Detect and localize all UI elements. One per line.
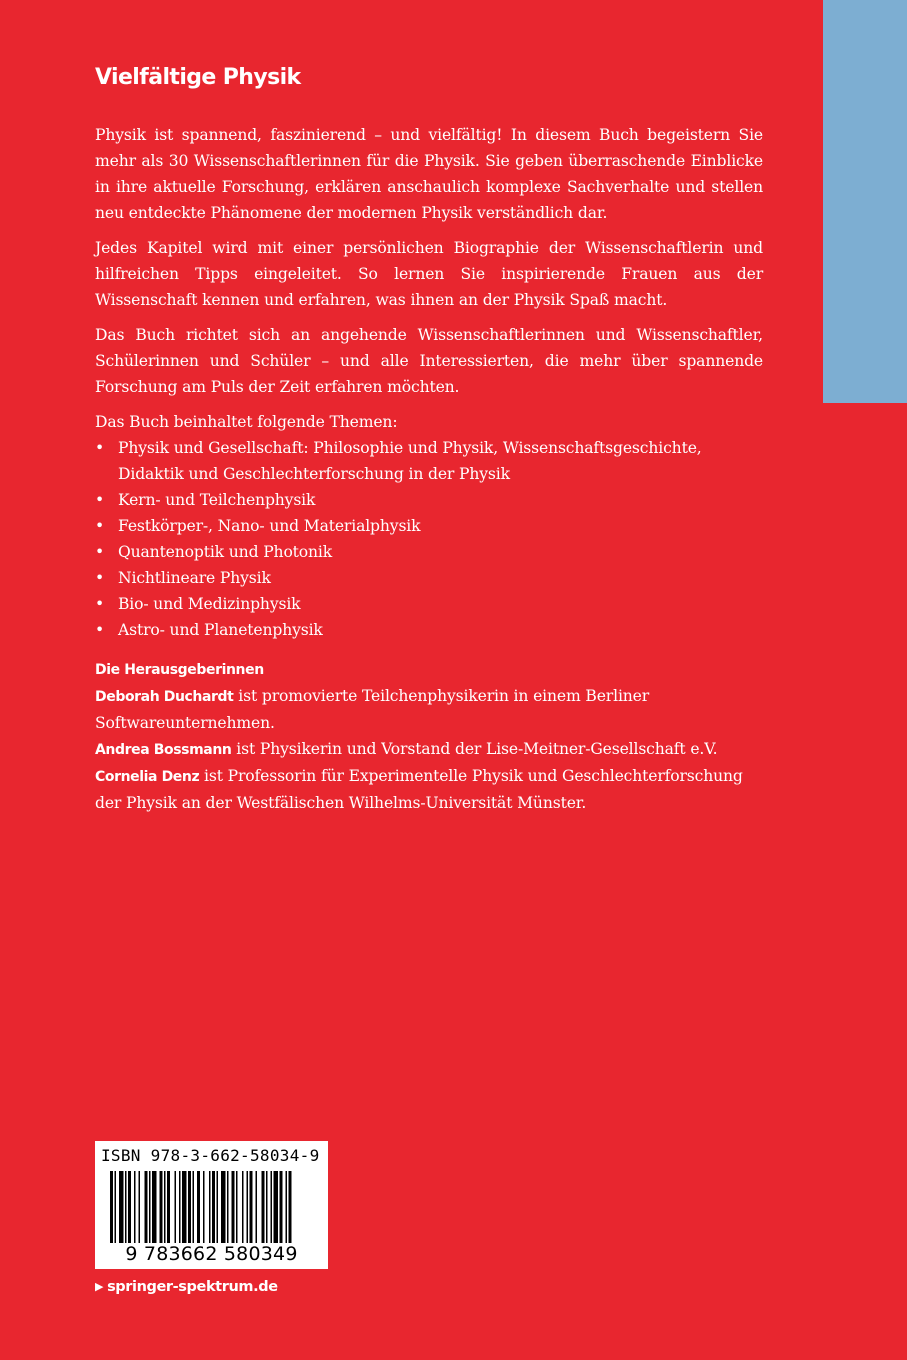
barcode-bar	[125, 1171, 127, 1243]
editor-description: ist promovierte Teilchenphysikerin in einem Berliner Softwareunternehmen.	[95, 687, 650, 732]
barcode-bar	[247, 1171, 249, 1243]
barcode-bar	[227, 1171, 229, 1243]
barcode-bar	[167, 1171, 170, 1243]
barcode-bar	[209, 1171, 211, 1243]
barcode-bar	[145, 1171, 148, 1243]
barcode-bar	[242, 1171, 244, 1243]
editor-description: ist Professorin für Experimentelle Physik und Geschlechterforschung der Physik an der Westfälischen Wilhelms-Universität Münster.	[95, 767, 743, 812]
isbn-barcode	[95, 1141, 328, 1269]
barcode-bar	[139, 1171, 141, 1243]
editor-name: Andrea Bossmann	[95, 742, 232, 758]
barcode-bar	[262, 1171, 265, 1243]
audience-paragraph: Das Buch richtet sich an angehende Wissenschaftlerinnen und Wissenschaftler, Schülerinnen und Schüler – und alle Interessierten, die mehr über spannende Forschung am Puls der Zeit erfahren möchten.	[95, 326, 763, 396]
editor-entry	[95, 736, 763, 763]
cover-text	[95, 60, 763, 816]
barcode-bar	[280, 1171, 283, 1243]
barcode-bar	[160, 1171, 163, 1243]
editor-entry	[95, 763, 763, 816]
barcode-bar	[250, 1171, 253, 1243]
barcode-bar	[115, 1171, 117, 1243]
publisher-link[interactable]	[95, 1276, 278, 1298]
intro-paragraph: Physik ist spannend, faszinierend – und vielfältig! In diesem Buch begeistern Sie mehr als 30 Wissenschaftlerinnen für die Physik. Sie geben überraschende Einblicke in ihre aktuelle Forschung, erklären anschaulich komplexe Sachverhalte und stellen neu entdeckte Phänomene der modernen Physik verständlich dar.	[95, 126, 763, 222]
barcode-bar	[236, 1171, 238, 1243]
editor-name: Deborah Duchardt	[95, 689, 234, 705]
editor-description: ist Physikerin und Vorstand der Lise-Meitner-Gesellschaft e.V.	[231, 740, 718, 758]
barcode-bars	[110, 1171, 313, 1243]
editor-entry	[95, 683, 763, 736]
publisher-url: springer-spektrum.de	[107, 1279, 278, 1295]
topic-item: • Astro- und Planetenphysik	[95, 617, 763, 643]
barcode-bar	[271, 1171, 273, 1243]
barcode-bar	[197, 1171, 200, 1243]
topic-item: • Quantenoptik und Photonik	[95, 539, 763, 565]
barcode-bar	[274, 1171, 279, 1243]
editors-heading: Die Herausgeberinnen	[95, 662, 264, 678]
barcode-bar	[256, 1171, 258, 1243]
barcode-bar	[286, 1171, 288, 1243]
barcode-bar	[110, 1171, 113, 1243]
topic-item: • Kern- und Teilchenphysik	[95, 487, 763, 513]
barcode-bar	[232, 1171, 235, 1243]
barcode-bar	[221, 1171, 226, 1243]
barcode-bar	[217, 1171, 219, 1243]
barcode-bar	[266, 1171, 268, 1243]
barcode-bar	[179, 1171, 181, 1243]
chapter-paragraph: Jedes Kapitel wird mit einer persönlichen Biographie der Wissenschaftlerin und hilfreichen Tipps eingeleitet. So lernen Sie inspirierende Frauen aus der Wissenschaft kennen und erfahren, was ihnen an der Physik Spaß macht.	[95, 239, 763, 309]
barcode-bar	[188, 1171, 191, 1243]
cover-heading: Vielfältige Physik	[95, 65, 301, 90]
topics-intro: Das Buch beinhaltet folgende Themen:	[95, 413, 398, 431]
topic-item: • Bio- und Medizinphysik	[95, 591, 763, 617]
isbn-label: ISBN 978-3-662-58034-9	[101, 1146, 320, 1165]
barcode-bar	[134, 1171, 136, 1243]
barcode-bar	[128, 1171, 131, 1243]
barcode-bar	[119, 1171, 124, 1243]
barcode-bar	[175, 1171, 177, 1243]
topic-item: • Physik und Gesellschaft: Philosophie und Physik, Wissenschaftsgeschichte, Didaktik und Geschlechterforschung in der Physik	[95, 435, 763, 487]
barcode-bar	[164, 1171, 166, 1243]
topics-list	[95, 435, 763, 643]
barcode-bar	[212, 1171, 215, 1243]
topic-item: • Nichtlineare Physik	[95, 565, 763, 591]
barcode-bar	[203, 1171, 205, 1243]
topic-item: • Festkörper-, Nano- und Materialphysik	[95, 513, 763, 539]
barcode-bar	[182, 1171, 187, 1243]
barcode-bar	[289, 1171, 292, 1243]
barcode-bar	[193, 1171, 195, 1243]
editor-name: Cornelia Denz	[95, 769, 200, 785]
play-arrow-icon: ▶	[95, 1280, 104, 1293]
barcode-bar	[152, 1171, 157, 1243]
barcode-digits: 9 783662 580349	[125, 1243, 298, 1265]
side-color-band	[823, 0, 907, 403]
barcode-bar	[149, 1171, 151, 1243]
